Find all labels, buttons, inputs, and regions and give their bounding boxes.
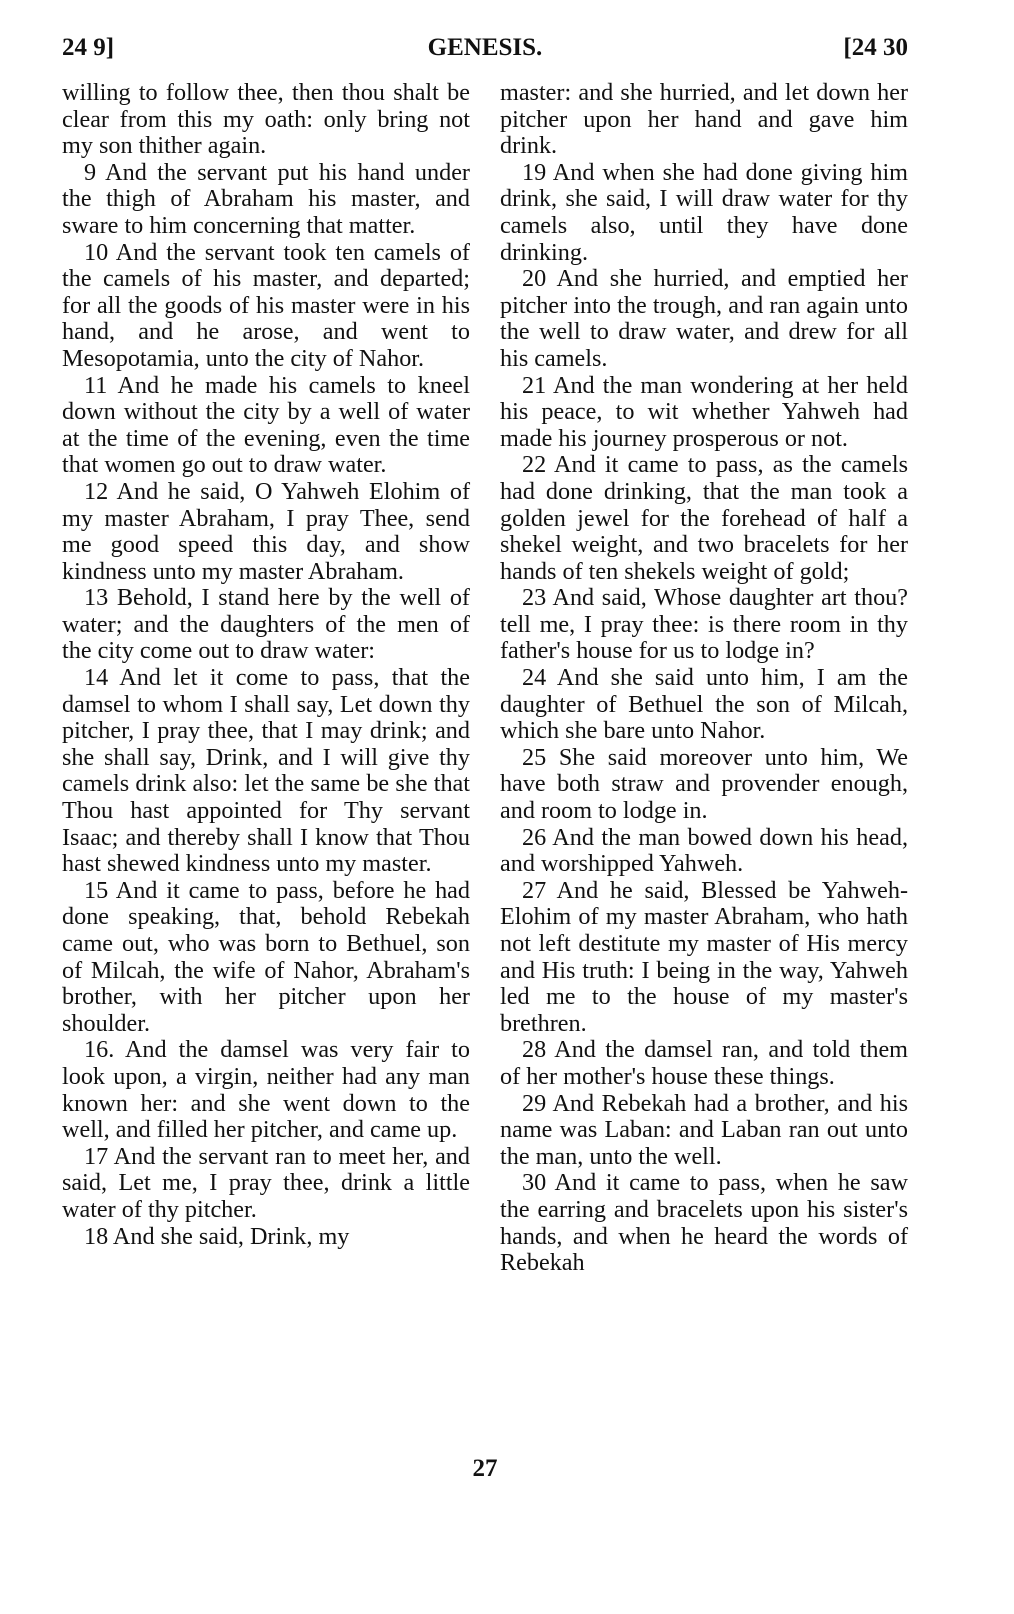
running-header (62, 34, 908, 74)
left-column (62, 80, 470, 1250)
continued-paragraph: willing to follow thee, then thou shalt be clear from this my oath: only bring not my son thither again. (62, 79, 470, 160)
verse-paragraph: 14 And let it come to pass, that the damsel to whom I shall say, Let down thy pitcher, I pray thee, that I may drink; and she shall say, Drink, and I will give thy camels drink also: let the same be she that Thou hast appointed for Thy servant Isaac; and thereby shall I know that Thou hast shewed kindness unto my master. (62, 664, 470, 878)
verse-paragraph: 18 And she said, Drink, my (84, 1222, 350, 1250)
verse-paragraph: 25 She said moreover unto him, We have both straw and provender enough, and room to lodge in. (500, 743, 908, 825)
verse-paragraph: 20 And she hurried, and emptied her pitcher into the trough, and ran again unto the well to draw water, and drew for all his camels. (500, 265, 908, 372)
verse-paragraph: 22 And it came to pass, as the camels had done drinking, that the man took a golden jewel for the forehead of half a shekel weight, and two bracelets for her hands of ten shekels weight of gold; (500, 451, 908, 585)
continued-paragraph: master: and she hurried, and let down her pitcher upon her hand and gave him drink. (500, 79, 908, 160)
verse-paragraph: 13 Behold, I stand here by the well of water; and the daughters of the men of the city come out to draw water: (62, 584, 470, 665)
verse-paragraph: 26 And the man bowed down his head, and worshipped Yahweh. (500, 823, 908, 878)
verse-paragraph: 15 And it came to pass, before he had done speaking, that, behold Rebekah came out, who was born to Bethuel, son of Milcah, the wife of Nahor, Abraham's brother, with her pitcher upon her shoulder. (62, 876, 470, 1037)
header-right-reference: [24 30 (843, 34, 908, 61)
verse-paragraph: 17 And the servant ran to meet her, and said, Let me, I pray thee, drink a little water of thy pitcher. (62, 1142, 470, 1223)
verse-paragraph: 10 And the servant took ten camels of the camels of his master, and departed; for all the goods of his master were in his hand, and he arose, and went to Mesopotamia, unto the city of Nahor. (62, 238, 470, 372)
page-number: 27 (472, 1455, 498, 1482)
verse-paragraph: 12 And he said, O Yahweh Elohim of my master Abraham, I pray Thee, send me good speed this day, and show kindness unto my master Abraham. (62, 477, 470, 585)
book-title: GENESIS. (427, 34, 543, 61)
verse-paragraph: 11 And he made his camels to kneel down without the city by a well of water at the time of the evening, even the time that women go out to draw water. (62, 371, 470, 479)
verse-paragraph: 9 And the servant put his hand under the thigh of Abraham his master, and sware to him concerning that matter. (62, 158, 470, 239)
verse-paragraph: 16. And the damsel was very fair to look upon, a virgin, neither had any man known her: and she went down to the well, and filled her pitcher, and came up. (62, 1036, 470, 1144)
verse-paragraph: 19 And when she had done giving him drink, she said, I will draw water for thy camels also, until they have done drinking. (500, 158, 908, 266)
verse-paragraph: 24 And she said unto him, I am the daughter of Bethuel the son of Milcah, which she bare unto Nahor. (500, 664, 908, 745)
verse-paragraph: 29 And Rebekah had a brother, and his name was Laban: and Laban ran out unto the man, unto the well. (500, 1089, 908, 1170)
header-left-reference: 24 9] (62, 34, 115, 61)
verse-paragraph: 28 And the damsel ran, and told them of her mother's house these things. (500, 1036, 908, 1090)
verse-paragraph: 30 And it came to pass, when he saw the earring and bracelets upon his sister's hands, and when he heard the words of Rebekah (500, 1169, 908, 1277)
right-column (500, 80, 908, 1277)
verse-paragraph: 23 And said, Whose daughter art thou? tell me, I pray thee: is there room in thy father's house for us to lodge in? (500, 584, 908, 665)
verse-paragraph: 21 And the man wondering at her held his peace, to wit whether Yahweh had made his journey prosperous or not. (500, 371, 908, 452)
verse-paragraph: 27 And he said, Blessed be Yahweh-Elohim of my master Abraham, who hath not left destitute my master of His mercy and His truth: I being in the way, Yahweh led me to the house of my master's brethren. (500, 876, 908, 1037)
